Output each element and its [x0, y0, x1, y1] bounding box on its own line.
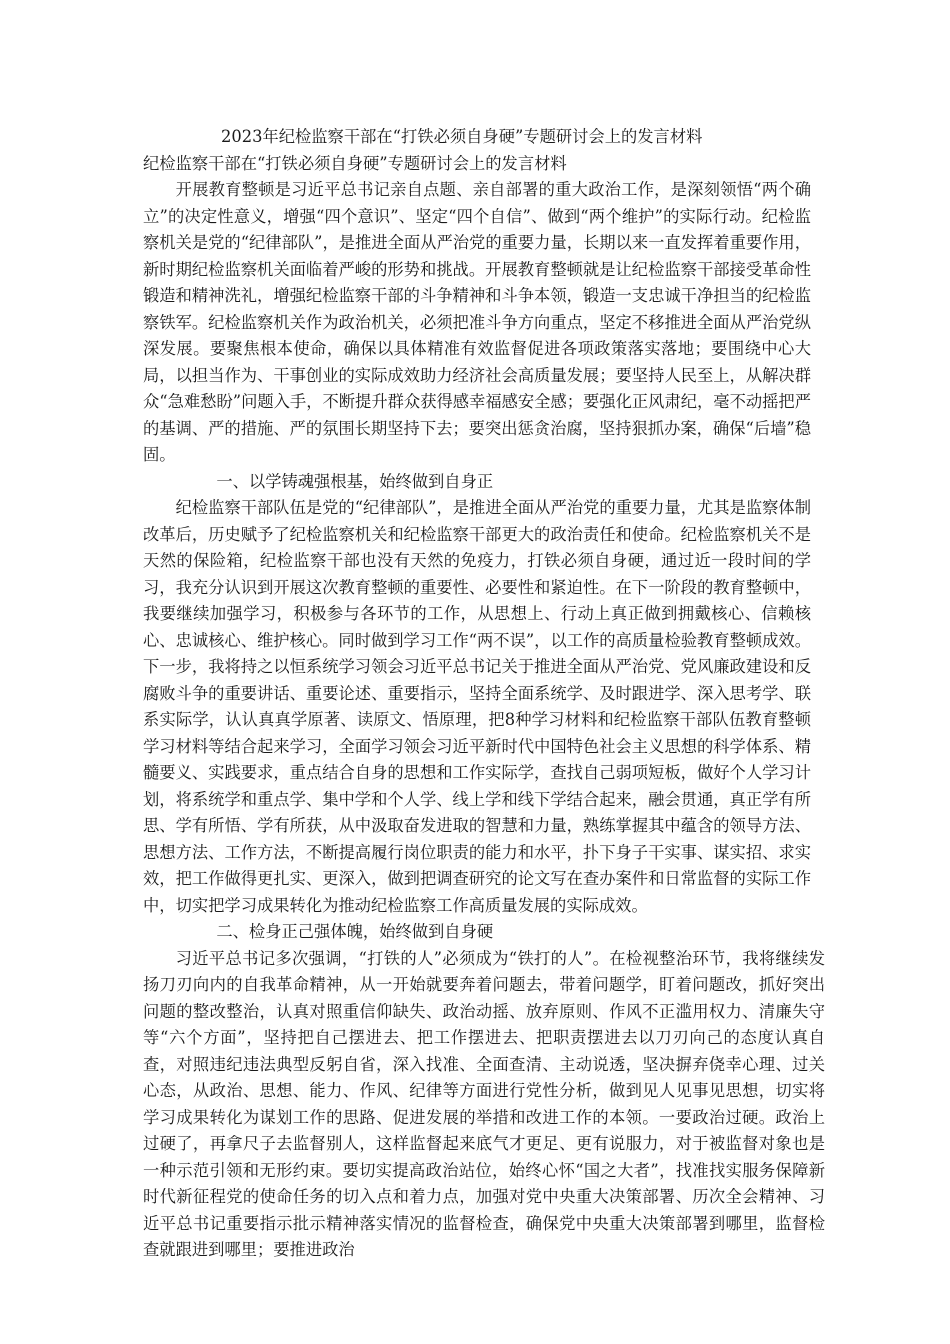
intro-paragraph: 开展教育整顿是习近平总书记亲自点题、亲自部署的重大政治工作，是深刻领悟“两个确立”的决定性意义，增强“四个意识”、坚定“四个自信”、做到“两个维护”的实际行动。纪检监察机关是党的“纪律部队”，是推进全面从严治党的重要力量，长期以来一直发挥着重要作用，新时期纪检监察机关面临着严峻的形势和挑战。开展教育整顿就是让纪检监察干部接受革命性锻造和精神洗礼，增强纪检监察干部的斗争精神和斗争本领，锻造一支忠诚干净担当的纪检监察铁军。纪检监察机关作为政治机关，必须把准斗争方向重点，坚定不移推进全面从严治党纵深发展。要聚焦根本使命，确保以具体精准有效监督促进各项政策落实落地；要围绕中心大局，以担当作为、干事创业的实际成效助力经济社会高质量发展；要坚持人民至上，从解决群众“急难愁盼”问题入手，不断提升群众获得感幸福感安全感；要强化正风肃纪，毫不动摇把严的基调、严的措施、严的氛围长期坚持下去；要突出惩贪治腐，坚持狠抓办案，确保“后墙”稳固。: [143, 180, 811, 464]
document-title: 2023年纪检监察干部在“打铁必须自身硬”专题研讨会上的发言材料: [221, 127, 703, 146]
document-subtitle: 纪检监察干部在“打铁必须自身硬”专题研讨会上的发言材料: [143, 153, 567, 173]
section-body-2: 习近平总书记多次强调，“打铁的人”必须成为“铁打的人”。在检视整治环节，我将继续发扬刀刃向内的自我革命精神，从一开始就要奔着问题去，带着问题学，盯着问题改，抓好突出问题的整改整治，认真对照重信仰缺失、政治动摇、放弃原则、作风不正滥用权力、清廉失守等“六个方面”，坚持把自己摆进去、把工作摆进去、把职责摆进去以刀刃向己的态度认真自查，对照违纪违法典型反躬自省，深入找准、全面查清、主动说透，坚决摒弃侥幸心理、过关心态，从政治、思想、能力、作风、纪律等方面进行党性分析，做到见人见事见思想，切实将学习成果转化为谋划工作的思路、促进发展的举措和改进工作的本领。一要政治过硬。政治上过硬了，再拿尺子去监督别人，这样监督起来底气才更足、更有说服力，对于被监督对象也是一种示范引领和无形约束。要切实提高政治站位，始终心怀“国之大者”，找准找实服务保障新时代新征程党的使命任务的切入点和着力点，加强对党中央重大决策部署、历次全会精神、习近平总书记重要指示批示精神落实情况的监督检查，确保党中央重大决策部署到哪里，监督检查就跟进到哪里；要推进政治: [143, 948, 825, 1259]
section-body-1: 纪检监察干部队伍是党的“纪律部队”，是推进全面从严治党的重要力量，尤其是监察体制改革后，历史赋予了纪检监察机关和纪检监察干部更大的政治责任和使命。纪检监察机关不是天然的保险箱，纪检监察干部也没有天然的免疫力，打铁必须自身硬，通过近一段时间的学习，我充分认识到开展这次教育整顿的重要性、必要性和紧迫性。在下一阶段的教育整顿中，我要继续加强学习，积极参与各环节的工作，从思想上、行动上真正做到拥戴核心、信赖核心、忠诚核心、维护核心。同时做到学习工作“两不误”，以工作的高质量检验教育整顿成效。下一步，我将持之以恒系统学习领会习近平总书记关于推进全面从严治党、党风廉政建设和反腐败斗争的重要讲话、重要论述、重要指示，坚持全面系统学、及时跟进学、深入思考学、联系实际学，认认真真学原著、读原文、悟原理，把8种学习材料和纪检监察干部队伍教育整顿学习材料等结合起来学习，全面学习领会习近平新时代中国特色社会主义思想的科学体系、精髓要义、实践要求，重点结合自身的思想和工作实际学，查找自己弱项短板，做好个人学习计划，将系统学和重点学、集中学和个人学、线上学和线下学结合起来，融会贯通，真正学有所思、学有所悟、学有所获，从中汲取奋发进取的智慧和力量，熟练掌握其中蕴含的领导方法、思想方法、工作方法，不断提高履行岗位职责的能力和水平，扑下身子干实事、谋实招、求实效，把工作做得更扎实、更深入，做到把调查研究的论文写在查办案件和日常监督的实际工作中，切实把学习成果转化为推动纪检监察工作高质量发展的实际成效。: [143, 498, 811, 915]
section-heading-1: 一、以学铸魂强根基，始终做到自身正: [216, 471, 494, 491]
document-page: [143, 124, 825, 1264]
section-heading-2: 二、检身正己强体魄，始终做到自身硬: [216, 922, 494, 941]
